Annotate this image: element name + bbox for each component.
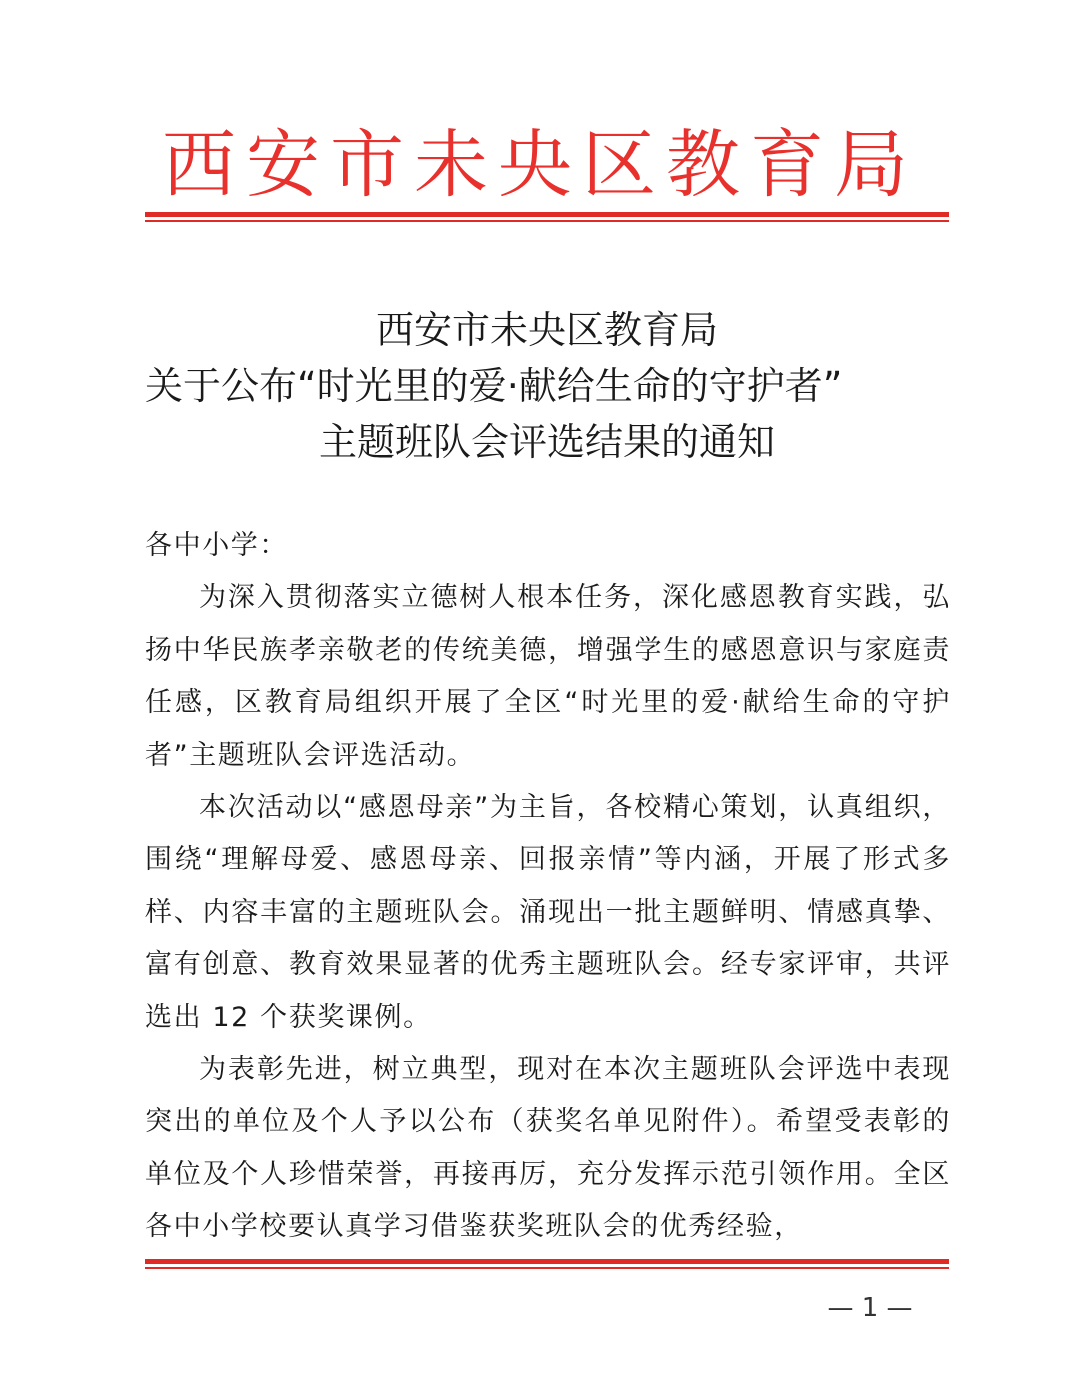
body-paragraph-2: 本次活动以“感恩母亲”为主旨，各校精心策划，认真组织，围绕“理解母爱、感恩母亲、回报亲情”等内涵，开展了形式多样、内容丰富的主题班队会。涌现出一批主题鲜明、情感真挚、富有创意、教育效果显著的优秀主题班队会。经专家评审，共评选出 12 个获奖课例。 [145,792,951,1033]
document-title-line-2: 关于公布“时光里的爱·献给生命的守护者” [145,364,843,408]
masthead-divider [145,212,949,222]
document-body [145,520,951,1254]
page-number: — 1 — [827,1293,913,1323]
body-paragraph-1: 为深入贯彻落实立德树人根本任务，深化感恩教育实践，弘扬中华民族孝亲敬老的传统美德，增强学生的感恩意识与家庭责任感，区教育局组织开展了全区“时光里的爱·献给生命的守护者”主题班队会评选活动。 [145,582,951,771]
document-title-line-1: 西安市未央区教育局 [375,308,718,352]
body-paragraph-3: 为表彰先进，树立典型，现对在本次主题班队会评选中表现突出的单位及个人予以公布（获奖名单见附件）。希望受表彰的单位及个人珍惜荣誉，再接再厉，充分发挥示范引领作用。全区各中小学校要认真学习借鉴获奖班队会的优秀经验， [145,1054,951,1243]
salutation: 各中小学： [145,530,288,561]
document-title-line-3: 主题班队会评选结果的通知 [318,420,775,464]
masthead-title: 西安市未央区教育局 [162,122,918,208]
footer-divider [145,1259,949,1269]
